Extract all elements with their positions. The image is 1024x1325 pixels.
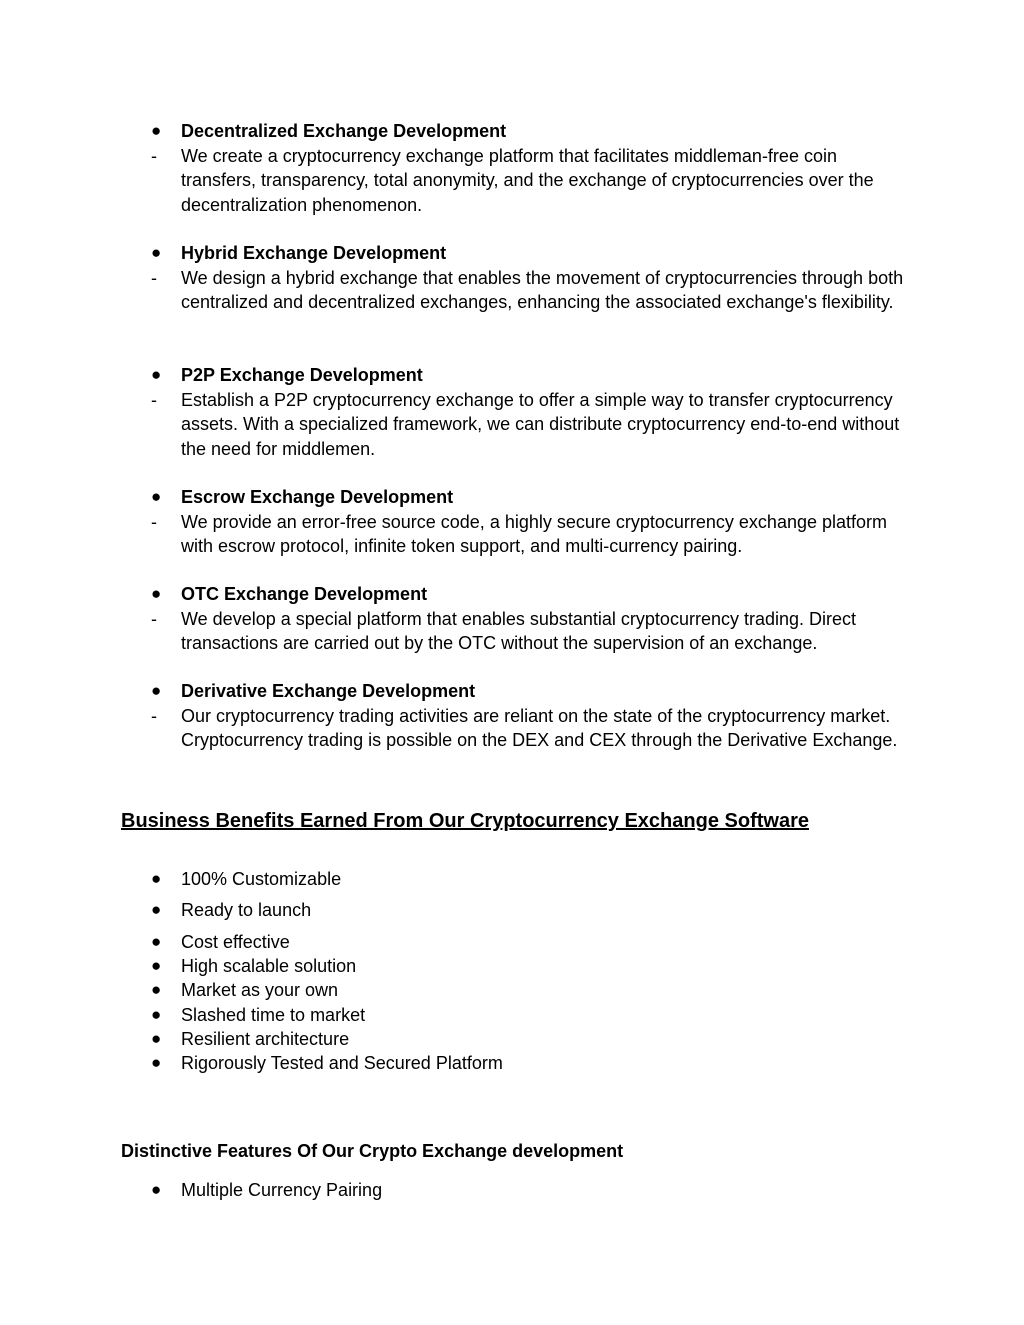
bullet-marker: ● xyxy=(151,1005,162,1024)
bullet-marker: ● xyxy=(151,584,162,603)
bullet-marker: ● xyxy=(151,869,162,888)
exchange-type-title: OTC Exchange Development xyxy=(181,584,428,604)
bullet-marker: ● xyxy=(151,681,162,700)
benefit-item: Rigorously Tested and Secured Platform xyxy=(181,1053,503,1073)
bullet-marker: ● xyxy=(151,956,162,975)
dash-marker: - xyxy=(151,268,157,288)
exchange-type-description: Establish a P2P cryptocurrency exchange to offer a simple way to transfer cryptocurrency assets. With a specialized framework, we can distribute cryptocurrency end-to-end without the need for middlemen. xyxy=(181,390,900,459)
benefit-item: Slashed time to market xyxy=(181,1005,366,1025)
exchange-type-description: We provide an error-free source code, a highly secure cryptocurrency exchange platform with escrow protocol, infinite token support, and multi-currency pairing. xyxy=(181,512,888,557)
dash-marker: - xyxy=(151,609,157,629)
benefit-item: Resilient architecture xyxy=(181,1029,350,1049)
exchange-type-description: We create a cryptocurrency exchange platform that facilitates middleman-free coin transfers, transparency, total anonymity, and the exchange of cryptocurrencies over the decentralization phenomenon. xyxy=(181,146,874,215)
exchange-type-title: Decentralized Exchange Development xyxy=(181,121,507,141)
bullet-marker: ● xyxy=(151,365,162,384)
benefit-item: Market as your own xyxy=(181,980,339,1000)
bullet-marker: ● xyxy=(151,1053,162,1072)
bullet-marker: ● xyxy=(151,900,162,919)
exchange-type-description: Our cryptocurrency trading activities are reliant on the state of the cryptocurrency market. Cryptocurrency trading is possible on the DEX and CEX through the Derivative Exchange. xyxy=(181,706,898,751)
dash-marker: - xyxy=(151,512,157,532)
benefit-item: 100% Customizable xyxy=(181,869,342,889)
bullet-marker: ● xyxy=(151,121,162,140)
bullet-marker: ● xyxy=(151,1180,162,1199)
feature-item: Multiple Currency Pairing xyxy=(181,1180,383,1200)
dash-marker: - xyxy=(151,390,157,410)
benefits-heading: Business Benefits Earned From Our Cryptocurrency Exchange Software xyxy=(121,810,809,832)
bullet-marker: ● xyxy=(151,980,162,999)
exchange-type-title: Derivative Exchange Development xyxy=(181,681,476,701)
bullet-marker: ● xyxy=(151,1029,162,1048)
benefit-item: Cost effective xyxy=(181,932,290,952)
exchange-type-description: We design a hybrid exchange that enables the movement of cryptocurrencies through both centralized and decentralized exchanges, enhancing the associated exchange's flexibility. xyxy=(181,268,904,313)
dash-marker: - xyxy=(151,146,157,166)
bullet-marker: ● xyxy=(151,243,162,262)
bullet-marker: ● xyxy=(151,932,162,951)
exchange-type-title: Escrow Exchange Development xyxy=(181,487,454,507)
benefit-item: High scalable solution xyxy=(181,956,357,976)
exchange-type-title: P2P Exchange Development xyxy=(181,365,423,385)
benefit-item: Ready to launch xyxy=(181,900,312,920)
dash-marker: - xyxy=(151,706,157,726)
bullet-marker: ● xyxy=(151,487,162,506)
features-heading: Distinctive Features Of Our Crypto Exchange development xyxy=(121,1141,624,1161)
exchange-type-title: Hybrid Exchange Development xyxy=(181,243,447,263)
exchange-type-description: We develop a special platform that enables substantial cryptocurrency trading. Direct transactions are carried out by the OTC without the supervision of an exchange. xyxy=(181,609,857,654)
